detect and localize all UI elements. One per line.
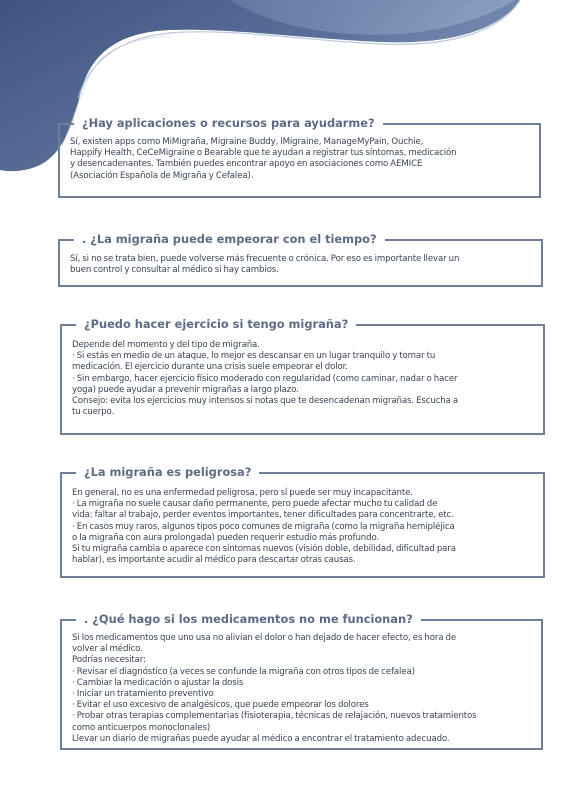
faq-card-medication: [60, 612, 543, 750]
text-line: · La migraña no suele causar daño permanente, pero puede afectar mucho tu calidad de: [72, 499, 438, 510]
text-line: Sí, si no se trata bien, puede volverse más frecuente o crónica. Por eso es importante llevar un: [70, 254, 460, 264]
text-line: · Revisar el diagnóstico (a veces se confunde la migraña con otros tipos de cefalea): [72, 666, 415, 677]
text-line: Sí, existen apps como MiMigraña, Migraine Buddy, iMigraine, ManageMyPain, Ouchie,: [70, 137, 424, 147]
text-line: (Asociación Española de Migraña y Cefalea).: [70, 170, 254, 181]
text-line: · Cambiar la medicación o ajustar la dosis: [72, 677, 244, 688]
text-line: volver al médico.: [72, 644, 143, 655]
text-line: Llevar un diario de migrañas puede ayudar al médico a encontrar el tratamiento adecuado.: [72, 733, 450, 744]
faq-title-exercise: ¿Puedo hacer ejercicio si tengo migraña?: [76, 316, 356, 332]
faq-body-dangerous: [72, 488, 535, 566]
text-line: Podrías necesitar:: [72, 655, 146, 666]
text-line: Consejo: evita los ejercicios muy intensos si notas que te desencadenan migrañas. Escucha a: [72, 396, 459, 407]
text-line: Si tu migraña cambia o aparece con síntomas nuevos (visión doble, debilidad, dificultad para: [72, 544, 456, 555]
text-line: como anticuerpos monoclonales): [72, 722, 211, 733]
faq-title-apps: ¿Hay aplicaciones o recursos para ayudarme?: [74, 115, 383, 131]
faq-card-dangerous: [60, 465, 545, 578]
text-line: · Sin embargo, hacer ejercicio físico moderado con regularidad (como caminar, nadar o hacer: [72, 373, 458, 384]
text-line: buen control y consultar al médico si hay cambios.: [70, 265, 279, 276]
text-line: o la migraña con aura prolongada) pueden requerir estudio más profundo.: [72, 532, 380, 543]
text-line: · Evitar el uso excesivo de analgésicos, que puede empeorar los dolores: [72, 700, 369, 711]
text-line: Si los medicamentos que uno usa no alivian el dolor o han dejado de hacer efecto, es hora de: [72, 633, 457, 643]
faq-title-medication: . ¿Qué hago si los medicamentos no me funcionan?: [76, 611, 421, 627]
text-line: medicación. El ejercicio durante una crisis suele empeorar el dolor.: [72, 362, 348, 373]
text-line: Happify Health, CeCeMigraine o Bearable que te ayudan a registrar tus síntomas, medicación: [70, 148, 457, 159]
text-line: En general, no es una enfermedad peligrosa, pero sí puede ser muy incapacitante.: [72, 488, 413, 498]
text-line: Depende del momento y del tipo de migraña.: [72, 340, 260, 350]
text-line: · Iniciar un tratamiento preventivo: [72, 689, 214, 700]
faq-body-worsen: [70, 254, 533, 276]
faq-body-exercise: [72, 340, 535, 418]
faq-body-apps: [70, 137, 531, 182]
text-line: · Probar otras terapias complementarias (fisioterapia, técnicas de relajación, nuevos tratamientos: [72, 711, 477, 722]
faq-card-worsen: [58, 232, 543, 287]
text-line: yoga) puede ayudar a prevenir migrañas a largo plazo.: [72, 384, 299, 395]
text-line: · En casos muy raros, algunos tipos poco comunes de migraña (como la migraña hemipléjica: [72, 521, 455, 532]
text-line: vida: faltar al trabajo, perder eventos importantes, tener dificultades para concentrarte, etc.: [72, 510, 454, 521]
faq-card-apps: [58, 116, 541, 198]
text-line: tu cuerpo.: [72, 407, 115, 418]
faq-title-worsen: . ¿La migraña puede empeorar con el tiempo?: [74, 231, 385, 247]
text-line: y desencadenantes. También puedes encontrar apoyo en asociaciones como AEMICE: [70, 159, 423, 170]
text-line: hablar), es importante acudir al médico para descartar otras causas.: [72, 555, 356, 566]
text-line: · Si estás en medio de un ataque, lo mejor es descansar en un lugar tranquilo y tomar tu: [72, 351, 436, 362]
faq-title-dangerous: ¿La migraña es peligrosa?: [76, 464, 259, 480]
faq-card-exercise: [60, 317, 545, 435]
faq-body-medication: [72, 633, 533, 745]
